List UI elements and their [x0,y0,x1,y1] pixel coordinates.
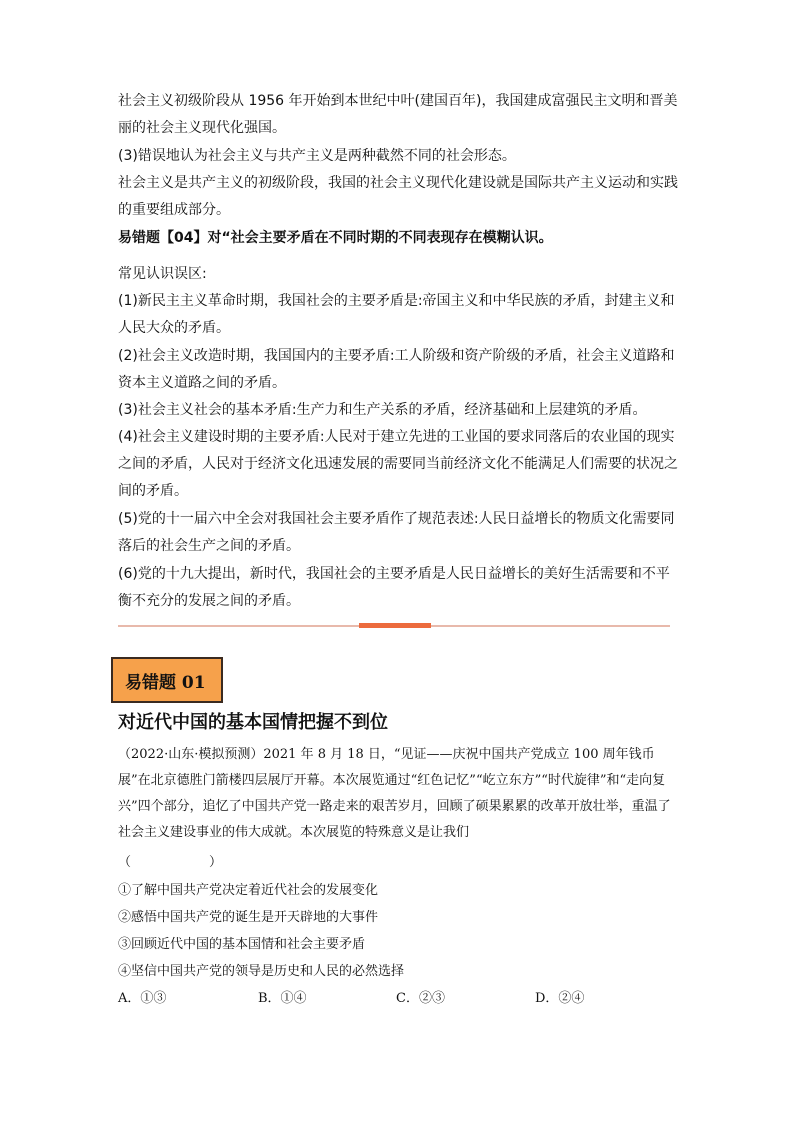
option-a[interactable]: A．①③ [118,991,167,1006]
question-stem: （2022·山东·模拟预测）2021 年 8 月 18 日，“见证——庆祝中国共产党成立 100 周年钱币展”在北京德胜门箭楼四层展厅开幕。本次展览通过“红色记忆”“屹立东方”“时代旋律”和“走向复兴”四个部分，追忆了中国共产党一路走来的艰苦岁月，回顾了硕果累累的改革开放壮举，重温了社会主义建设事业的伟大成就。本次展览的特殊意义是让我们 [118,747,671,840]
section-divider-accent [359,623,431,628]
statement-4: ④坚信中国共产党的领导是历史和人民的必然选择 [118,964,405,979]
answer-options [118,986,678,1012]
answer-blank: （ ） [118,855,223,870]
statement-3: ③回顾近代中国的基本国情和社会主要矛盾 [118,937,366,952]
error04-item-3: (3)社会主义社会的基本矛盾:生产力和生产关系的矛盾，经济基础和上层建筑的矛盾。 [118,402,647,418]
statement-2: ②感悟中国共产党的诞生是开天辟地的大事件 [118,910,379,925]
error04-subtitle: 常见认识误区: [118,266,207,282]
option-c[interactable]: C．②③ [396,991,445,1006]
error04-item-4: (4)社会主义建设时期的主要矛盾:人民对于建立先进的工业国的要求同落后的农业国的现实之间的矛盾，人民对于经济文化迅速发展的需要同当前经济文化不能满足人们需要的状况之间的矛盾。 [118,429,678,499]
error-question-tag-label: 易错题 01 [125,672,206,693]
error04-title: 易错题【04】对“社会主要矛盾在不同时期的不同表现存在模糊认识。 [118,230,553,246]
error-question-tag [111,657,223,703]
error04-item-2: (2)社会主义改造时期，我国国内的主要矛盾:工人阶级和资产阶级的矛盾，社会主义道路和资本主义道路之间的矛盾。 [118,348,675,391]
paragraph-initial-stage: 社会主义是共产主义的初级阶段，我国的社会主义现代化建设就是国际共产主义运动和实践的重要组成部分。 [118,175,678,218]
option-d[interactable]: D．②④ [535,991,585,1006]
error04-item-1: (1)新民主主义革命时期，我国社会的主要矛盾是:帝国主义和中华民族的矛盾，封建主义和人民大众的矛盾。 [118,293,675,336]
error04-item-6: (6)党的十九大提出，新时代，我国社会的主要矛盾是人民日益增长的美好生活需要和不平衡不充分的发展之间的矛盾。 [118,566,670,609]
paragraph-misconception-3: (3)错误地认为社会主义与共产主义是两种截然不同的社会形态。 [118,148,516,164]
error04-item-5: (5)党的十一届六中全会对我国社会主要矛盾作了规范表述:人民日益增长的物质文化需要同落后的社会生产之间的矛盾。 [118,511,675,554]
section-heading: 对近代中国的基本国情把握不到位 [118,712,388,733]
paragraph-primary-stage: 社会主义初级阶段从 1956 年开始到本世纪中叶(建国百年)，我国建成富强民主文明和晋美丽的社会主义现代化强国。 [118,93,678,136]
statement-1: ①了解中国共产党决定着近代社会的发展变化 [118,883,379,898]
option-b[interactable]: B．①④ [258,991,307,1006]
